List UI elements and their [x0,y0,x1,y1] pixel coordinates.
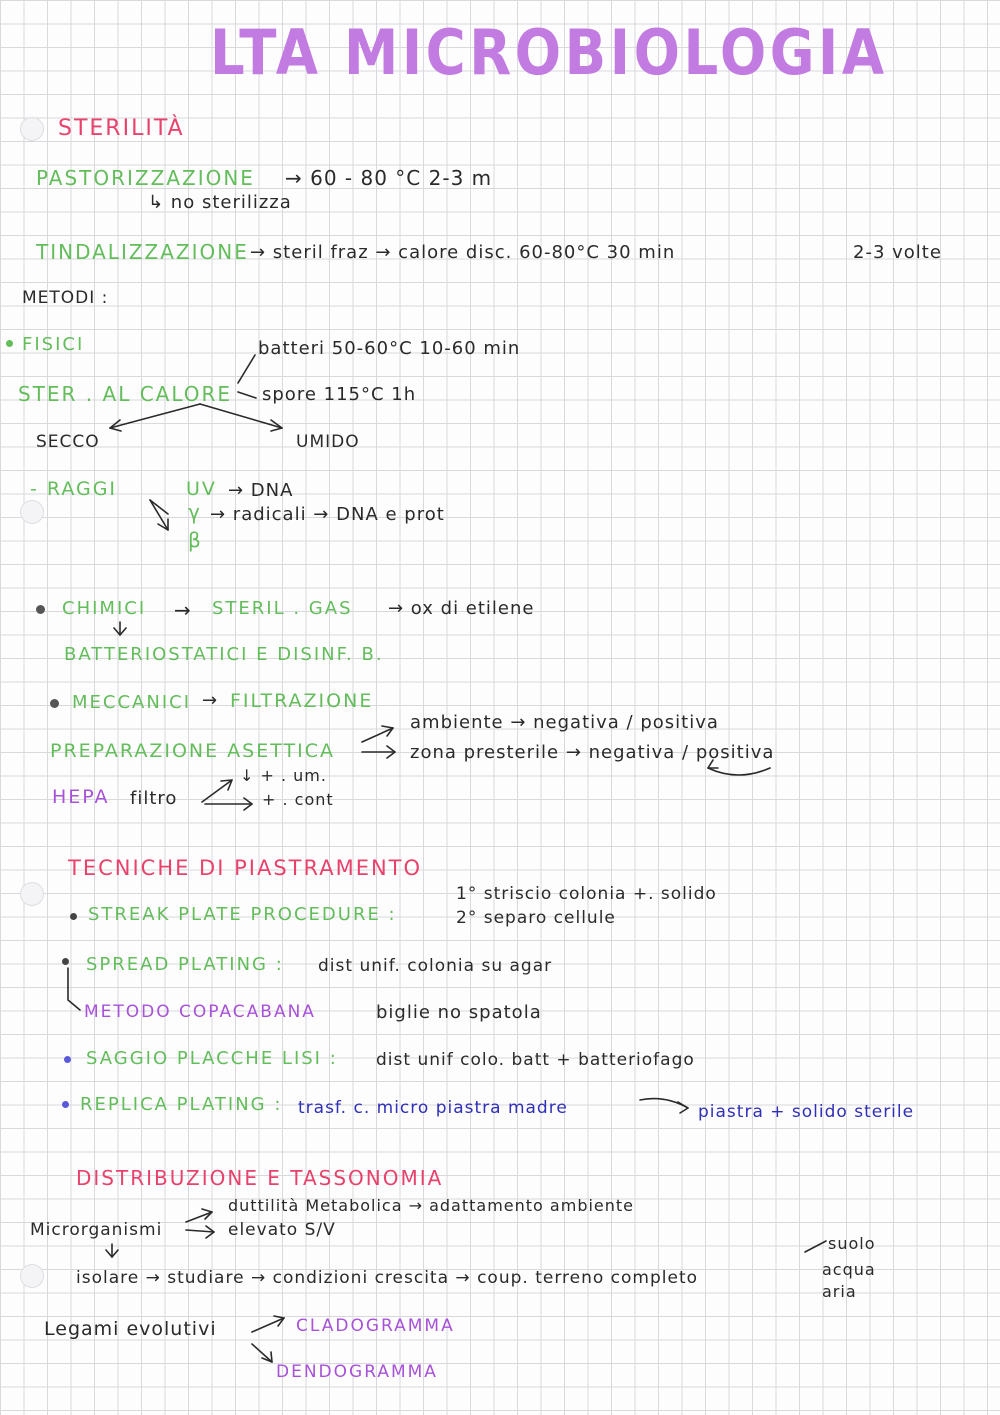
streak-line2: 2° separo cellule [456,908,616,928]
elevato-detail: elevato S/V [228,1220,336,1240]
fisici-spore: spore 115°C 1h [262,384,417,405]
streak-label: STREAK PLATE PROCEDURE : [88,904,397,925]
habitat-aria: aria [822,1282,857,1301]
hepa-cont: + . cont [262,790,334,809]
replica-bullet [62,1101,69,1108]
binder-hole [20,117,44,141]
hepa-filtro: filtro [130,788,178,809]
hepa-um: ↓ + . um. [240,766,327,785]
raggi-beta: β [188,528,203,552]
replica-label: REPLICA PLATING : [80,1094,283,1115]
ambiente-detail: ambiente → negativa / positiva [410,712,719,733]
cladogramma-label: CLADOGRAMMA [296,1316,455,1336]
meccanici-arrow: → [202,690,219,711]
raggi-gamma-target: → radicali → DNA e prot [210,504,445,525]
streak-bullet [70,913,77,920]
raggi-uv: UV [186,478,217,500]
page-title: LTA MICROBIOLOGIA [210,16,888,89]
raggi-label: - RAGGI [30,478,118,500]
replica-detail-1: trasf. c. micro piastra madre [298,1098,568,1118]
tindalizzazione-times: 2-3 volte [853,242,942,263]
spread-bullet [62,958,69,965]
spread-detail: dist unif. colonia su agar [318,956,553,976]
raggi-gamma: γ [188,500,202,524]
binder-hole [20,500,44,524]
meccanici-label: MECCANICI [72,692,192,713]
pastorizzazione-label: PASTORIZZAZIONE [36,166,255,190]
ster-calore-label: STER . AL CALORE [18,382,233,406]
legami-label: Legami evolutivi [44,1318,217,1340]
metodi-heading: METODI : [22,288,109,308]
microrganismi-label: Microrganismi [30,1220,163,1240]
distribuzione-heading: DISTRIBUZIONE E TASSONOMIA [76,1166,444,1190]
tindalizzazione-detail: → steril fraz → calore disc. 60-80°C 30 min [250,242,676,263]
pastorizzazione-note: ↳ no sterilizza [148,192,292,213]
binder-hole [20,1264,44,1288]
habitat-acqua: acqua [822,1260,876,1279]
zona-detail: zona presterile → negativa / positiva [410,742,775,763]
sterilita-heading: STERILITÀ [58,116,185,141]
hepa-label: HEPA [52,786,110,808]
replica-detail-2: piastra + solido sterile [698,1102,915,1122]
preparazione-asettica-label: PREPARAZIONE ASETTICA [50,740,335,762]
chimici-arrow: → [174,598,192,622]
chimici-bullet [36,605,45,614]
saggio-label: SAGGIO PLACCHE LISI : [86,1048,338,1069]
saggio-bullet [64,1056,71,1063]
fisici-umido: UMIDO [296,432,360,452]
steril-gas-target: → ox di etilene [388,598,535,619]
tindalizzazione-label: TINDALIZZAZIONE [36,240,249,264]
fisici-batteri: batteri 50-60°C 10-60 min [258,338,521,359]
batteriostatici-label: BATTERIOSTATICI E DISINF. B. [64,644,384,665]
raggi-uv-target: → DNA [228,480,294,501]
fisici-label: FISICI [22,334,85,355]
streak-line1: 1° striscio colonia +. solido [456,884,717,904]
pastorizzazione-detail: → 60 - 80 °C 2-3 m [285,166,493,190]
fisici-bullet [6,340,13,347]
spread-label: SPREAD PLATING : [86,954,284,975]
saggio-detail: dist unif colo. batt + batteriofago [376,1050,695,1070]
crescita-chain: isolare → studiare → condizioni crescita → coup. terreno completo [76,1268,699,1288]
steril-gas-label: STERIL . GAS [212,598,353,619]
versatilita-detail: duttilità Metabolica → adattamento ambiente [228,1196,635,1215]
tecniche-heading: TECNICHE DI PIASTRAMENTO [68,856,423,880]
filtrazione-label: FILTRAZIONE [230,690,374,712]
binder-hole [20,882,44,906]
copacabana-label: METODO COPACABANA [84,1002,316,1022]
dendogramma-label: DENDOGRAMMA [276,1362,438,1382]
meccanici-bullet [50,699,59,708]
fisici-secco: SECCO [36,432,100,452]
copacabana-detail: biglie no spatola [376,1002,542,1023]
habitat-suolo: suolo [828,1234,876,1253]
chimici-label: CHIMICI [62,598,147,619]
